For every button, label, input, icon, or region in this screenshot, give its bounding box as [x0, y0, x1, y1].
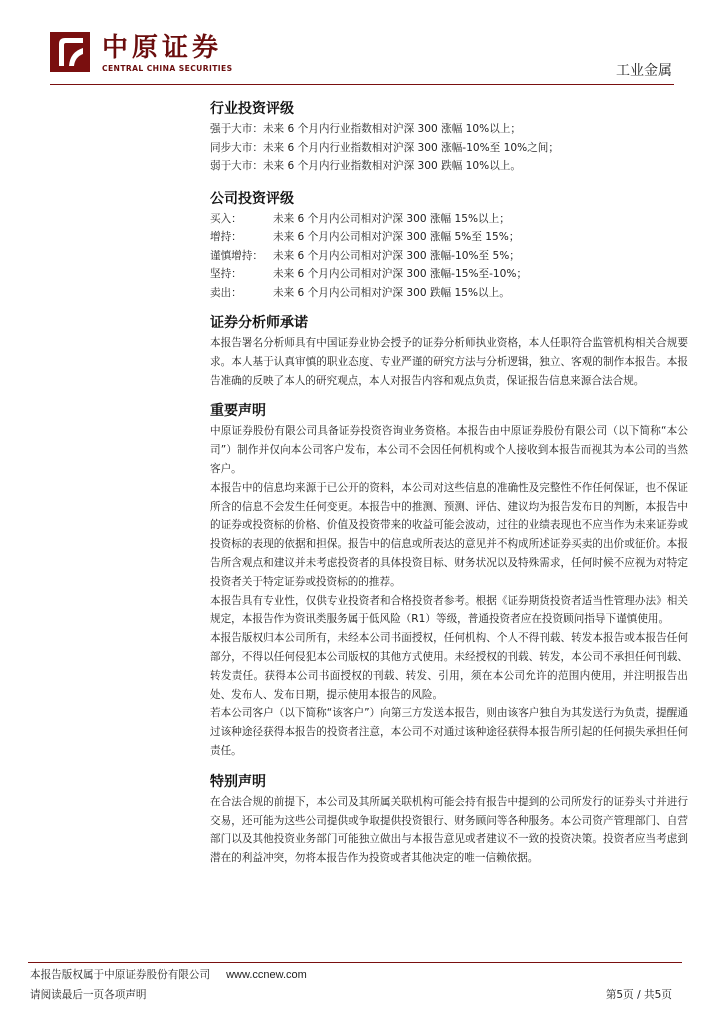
important-notice-paragraph: 若本公司客户（以下简称“该客户”）向第三方发送本报告，则由该客户独自为其发送行为负责，提醒通过该种途径获得本报告的投资者注意，本公司不对通过该种途径获得本报告所引起的任何损失承担任何责任。	[210, 707, 688, 757]
header-divider	[50, 84, 674, 85]
footer-notice: 请阅读最后一页各项声明	[30, 989, 147, 1001]
company-logo	[50, 32, 246, 76]
company-logo-icon	[50, 32, 90, 72]
logo-english-text: CENTRAL CHINA SECURITIES	[102, 64, 233, 73]
company-rating-item	[210, 228, 688, 247]
rating-text: 未来 6 个月内公司相对沪深 300 涨幅 15%以上；	[273, 212, 510, 225]
footer-copyright: 本报告版权属于中原证券股份有限公司	[30, 969, 211, 981]
special-notice-paragraph: 在合法合规的前提下，本公司及其所属关联机构可能会持有报告中提到的公司所发行的证券头寸并进行交易，还可能为这些公司提供或争取提供投资银行、财务顾问等各种服务。本公司资产管理部门、自营部门以及其他投资业务部门可能独立做出与本报告意见或者建议不一致的投资决策。投资者应当考虑到潜在的利益冲突，勿将本报告作为投资或者其他决定的唯一信赖依据。	[210, 795, 688, 865]
important-notice-paragraph: 本报告版权归本公司所有，未经本公司书面授权，任何机构、个人不得刊载、转发本报告或本报告任何部分，不得以任何侵犯本公司版权的其他方式使用。未经授权的刊载、转发，本公司不承担任何刊载、转发责任。获得本公司书面授权的刊载、转发、引用，须在本公司允许的范围内使用，并注明报告出处、发布人、发布日期，提示使用本报告的风险。	[210, 632, 688, 701]
rating-label: 增持：	[210, 231, 242, 243]
important-notice-paragraph: 本报告具有专业性，仅供专业投资者和合格投资者参考。根据《证券期货投资者适当性管理办法》相关规定，本报告作为资讯类服务属于低风险（R1）等级，普通投资者应在投资顾问指导下谨慎使用。	[210, 594, 688, 626]
logo-chinese-text: 中原证券	[102, 33, 223, 63]
industry-rating-item: 弱于大市：未来 6 个月内行业指数相对沪深 300 跌幅 10%以上。	[210, 160, 521, 172]
main-content	[210, 98, 688, 868]
footer-copyright-line	[30, 967, 307, 982]
important-notice-title: 重要声明	[210, 403, 266, 420]
important-notice-paragraph: 中原证券股份有限公司具备证券投资咨询业务资格。本报告由中原证券股份有限公司（以下简称“本公司”）制作并仅向本公司客户发布，本公司不会因任何机构或个人接收到本报告而视其为本公司的当然客户。	[210, 425, 688, 475]
analyst-commitment-title: 证券分析师承诺	[210, 315, 308, 331]
footer-website-link[interactable]: www.ccnew.com	[226, 969, 307, 981]
industry-rating-item: 同步大市：未来 6 个月内行业指数相对沪深 300 涨幅-10%至 10%之间；	[210, 141, 559, 154]
analyst-commitment-paragraph: 本报告署名分析师具有中国证券业协会授予的证券分析师执业资格，本人任职符合监管机构相关合规要求。本人基于认真审慎的职业态度、专业严谨的研究方法与分析逻辑，独立、客观的制作本报告。本报告准确的反映了本人的研究观点，本人对报告内容和观点负责，保证报告信息来源合法合规。	[210, 337, 688, 387]
rating-label: 卖出：	[210, 286, 242, 299]
page-number: 第5页 / 共5页	[605, 989, 672, 1001]
rating-text: 未来 6 个月内公司相对沪深 300 涨幅-15%至-10%；	[273, 268, 528, 280]
industry-rating-item: 强于大市：未来 6 个月内行业指数相对沪深 300 涨幅 10%以上；	[210, 123, 521, 135]
company-rating-item	[210, 265, 688, 284]
company-rating-title: 公司投资评级	[210, 190, 294, 207]
rating-text: 未来 6 个月内公司相对沪深 300 涨幅-10%至 5%；	[273, 249, 520, 262]
rating-label: 谨慎增持：	[210, 249, 263, 262]
report-category: 工业金属	[616, 63, 672, 79]
special-notice-title: 特别声明	[210, 773, 266, 790]
rating-label: 坚持：	[210, 268, 242, 280]
footer-divider	[28, 962, 682, 963]
company-rating-item	[210, 210, 688, 229]
company-rating-item	[210, 247, 688, 266]
rating-label: 买入：	[210, 212, 242, 225]
rating-text: 未来 6 个月内公司相对沪深 300 涨幅 5%至 15%；	[273, 231, 520, 243]
rating-text: 未来 6 个月内公司相对沪深 300 跌幅 15%以上。	[273, 286, 510, 299]
important-notice-paragraph: 本报告中的信息均来源于已公开的资料，本公司对这些信息的准确性及完整性不作任何保证，也不保证所含的信息不会发生任何变更。本报告中的推测、预测、评估、建议均为报告发布日的判断，本报告中的证券或投资标的价格、价值及投资带来的收益可能会波动，过往的业绩表现也不应当作为未来证券或投资标的表现的依据和担保。报告中的信息或所表达的意见并不构成所述证券买卖的出价或征价。本报告所含观点和建议并未考虑投资者的具体投资目标、财务状况以及特殊需求，任何时候不应视为对特定投资者关于特定证券或投资标的的推荐。	[210, 481, 688, 588]
industry-rating-title: 行业投资评级	[210, 101, 294, 117]
company-rating-item	[210, 284, 688, 303]
